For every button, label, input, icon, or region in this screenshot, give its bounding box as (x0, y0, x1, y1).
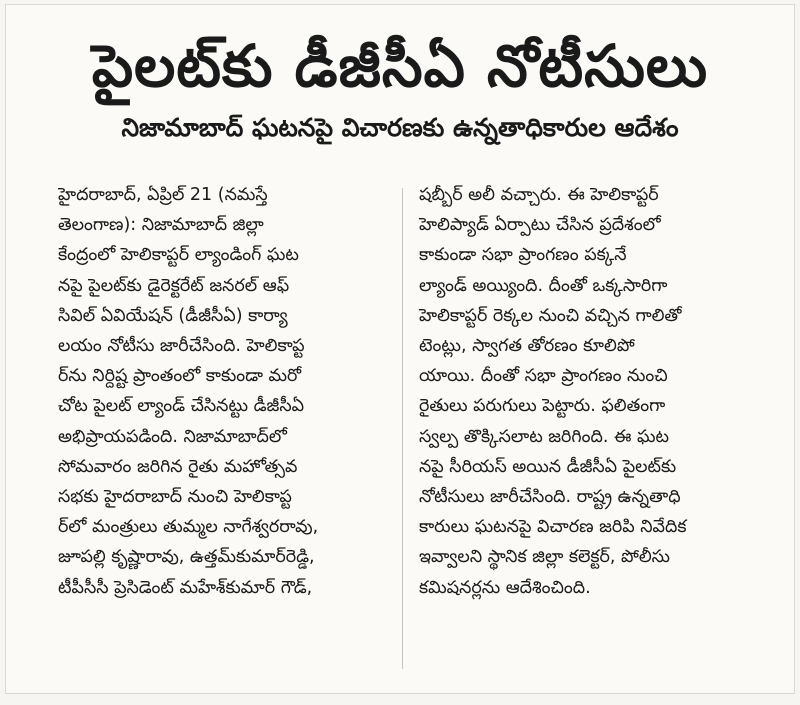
article-line: సోమవారం జరిగిన రైతు మహోత్సవ (58, 456, 298, 477)
article-line: తెలంగాణ): నిజామాబాద్ జిల్లా (58, 215, 264, 236)
article-line: నపై సీరియస్ అయిన డీజీసీఏ పైలట్‌కు (419, 456, 677, 477)
article-line: ఇవ్వాలని స్థానిక జిల్లా కలెక్టర్, పోలీసు (419, 547, 670, 568)
article-line: కేంద్రంలో హెలికాప్టర్ ల్యాండింగ్ ఘట (58, 245, 299, 266)
article-line: హెలిప్యాడ్ ఏర్పాటు చేసిన ప్రదేశంలో (419, 215, 661, 236)
article-line: కాకుండా సభా ప్రాంగణం పక్కనే (419, 245, 627, 266)
article-line: స్వల్ప తొక్కిసలాట జరిగింది. ఈ ఘట (419, 426, 669, 447)
article-line: అభిప్రాయపడింది. నిజామాబాద్‌లో (58, 426, 287, 447)
article-line: నపై పైలట్‌కు డైరెక్టరేట్ జనరల్ ఆఫ్ (58, 275, 290, 296)
article-line: ల్యాండ్ అయ్యింది. దీంతో ఒక్కసారిగా (419, 275, 668, 296)
article-line: ర్‌ను నిర్దిష్ట ప్రాంతంలో కాకుండా మరో (58, 366, 302, 387)
article-line: టీపీసీసీ ప్రెసిడెంట్ మహేశ్‌కుమార్ గౌడ్, (58, 577, 313, 598)
article-line: టెంట్లు, స్వాగత తోరణం కూలిపో (419, 336, 635, 357)
article-line: చోట పైలట్ ల్యాండ్ చేసినట్టు డీజీసీఏ (58, 396, 305, 417)
article-line: సివిల్ ఏవియేషన్ (డీజీసీఏ) కార్యా (58, 305, 288, 326)
article-line: రైతులు పరుగులు పెట్టారు. ఫలితంగా (419, 396, 666, 417)
article-line: కమిషనర్లను ఆదేశించింది. (419, 577, 591, 598)
article-line: హైదరాబాద్, ఏప్రిల్ 21 (నమస్తే (58, 185, 268, 205)
article-line: జూపల్లి కృష్ణారావు, ఉత్తమ్‌కుమార్‌రెడ్డి, (58, 547, 315, 568)
article-line: ర్‌లో మంత్రులు తుమ్మల నాగేశ్వరరావు, (58, 517, 319, 538)
article-column-left (58, 180, 388, 603)
article-line: లయం నోటీసు జారీచేసింది. హెలికాప్ట (58, 336, 305, 357)
article-line: హెలికాప్టర్ రెక్కల నుంచి వచ్చిన గాలితో (419, 305, 682, 326)
newspaper-clipping (5, 4, 795, 694)
article-body (6, 180, 794, 675)
article-line: యాయి. దీంతో సభా ప్రాంగణం నుంచి (419, 366, 668, 387)
subheadline: నిజామాబాద్ ఘటనపై విచారణకు ఉన్నతాధికారుల ఆదేశం (121, 113, 679, 142)
column-divider (402, 188, 403, 669)
article-line: షబ్బీర్ అలీ వచ్చారు. ఈ హెలికాప్టర్ (419, 185, 659, 205)
article-line: కారులు ఘటనపై విచారణ జరిపి నివేదిక (419, 517, 687, 538)
headline: పైలట్‌కు డీజీసీఏ నోటీసులు (91, 32, 709, 100)
article-line: నోటీసులు జారీచేసింది. రాష్ట్ర ఉన్నతాధి (419, 487, 681, 508)
article-line: సభకు హైదరాబాద్ నుంచి హెలికాప్ట (58, 487, 292, 508)
article-column-right (419, 180, 749, 603)
